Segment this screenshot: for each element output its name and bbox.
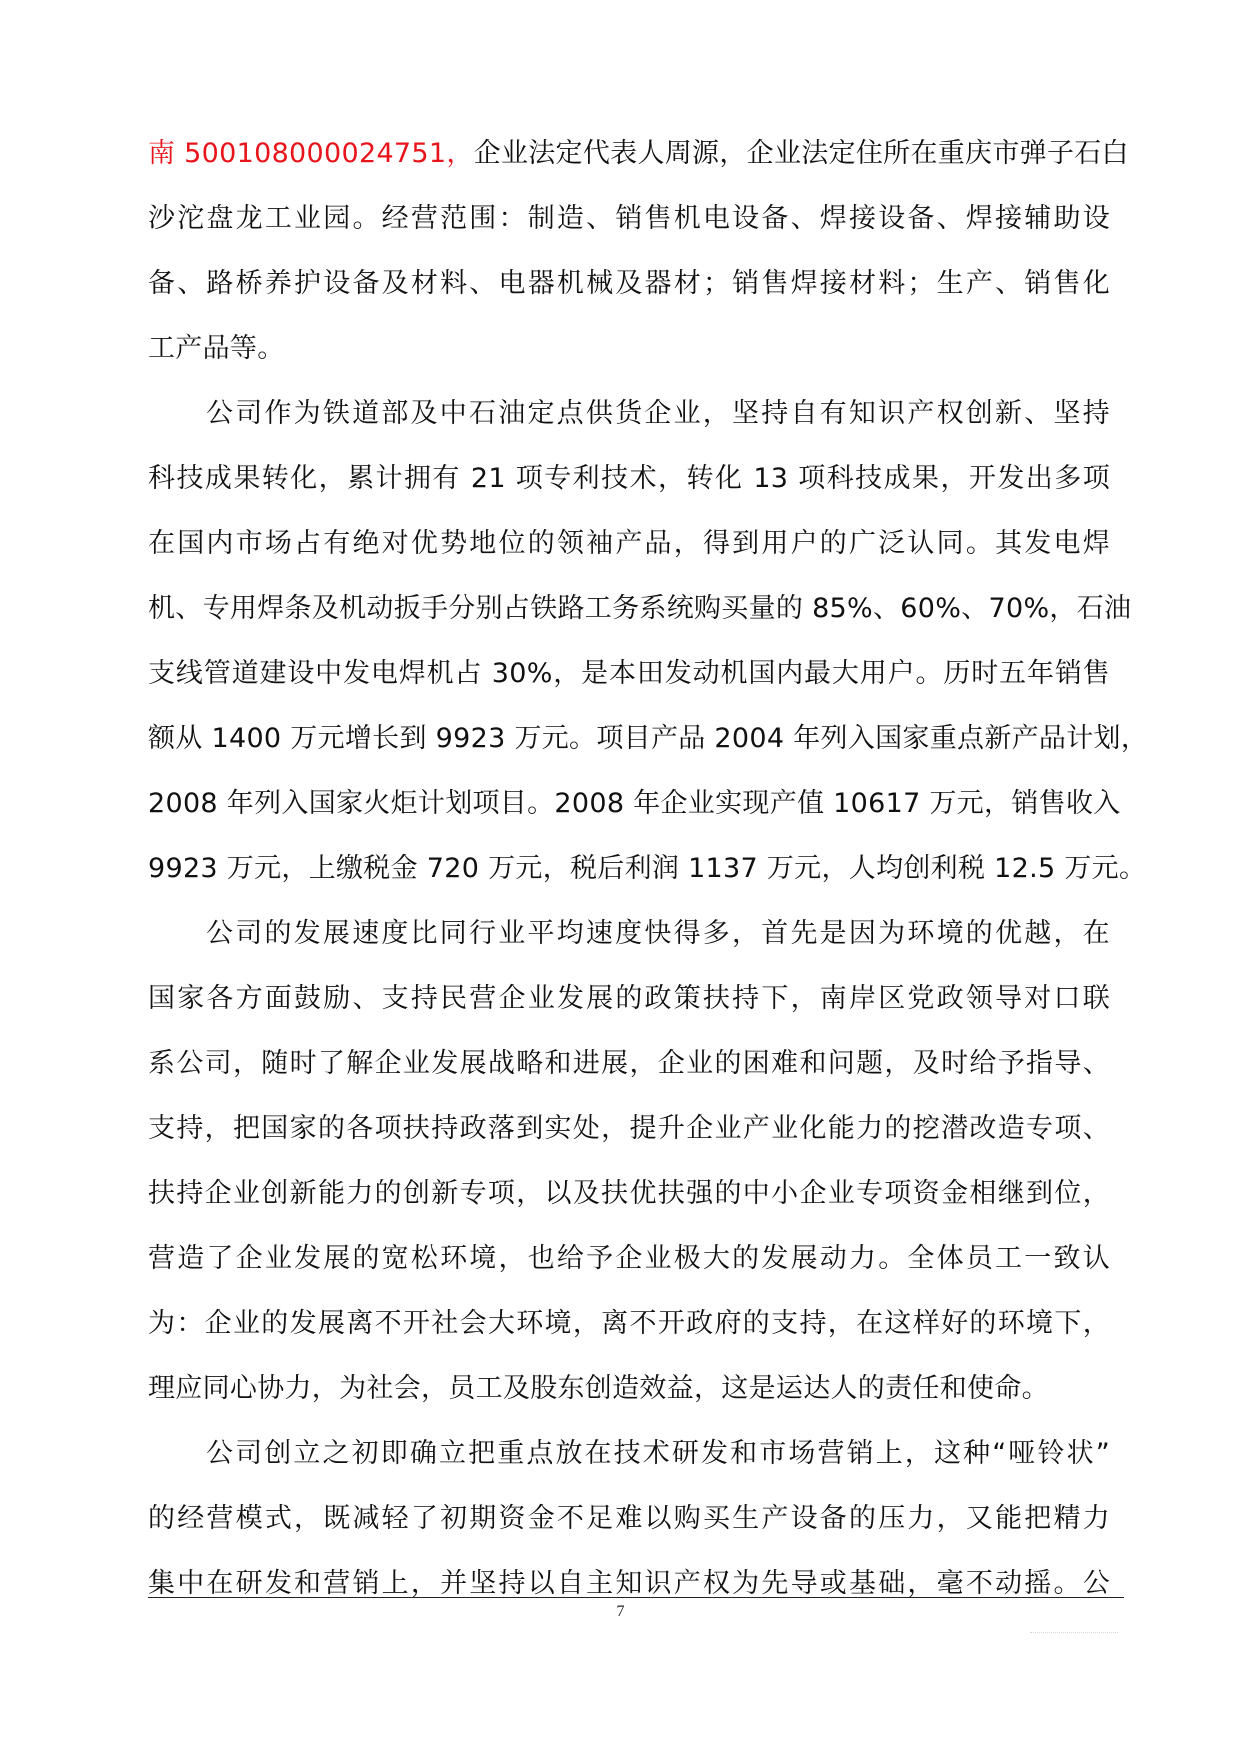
faint-footer-mark: [1030, 1632, 1118, 1637]
paragraph-2-line-1: 公司作为铁道部及中石油定点供货企业，坚持自有知识产权创新、坚持: [206, 398, 1110, 429]
paragraph-2-line-5: 支线管道建设中发电焊机占 30%，是本田发动机国内最大用户。历时五年销售: [148, 658, 1110, 689]
paragraph-3-line-5: 扶持企业创新能力的创新专项，以及扶优扶强的中小企业专项资金相继到位，: [148, 1178, 1110, 1209]
paragraph-1-line-4: 工产品等。: [148, 333, 285, 364]
paragraph-2-line-4: 机、专用焊条及机动扳手分别占铁路工务系统购买量的 85%、60%、70%，石油: [148, 593, 1132, 624]
paragraph-3-line-6: 营造了企业发展的宽松环境，也给予企业极大的发展动力。全体员工一致认: [148, 1243, 1110, 1274]
paragraph-3-line-3: 系公司，随时了解企业发展战略和进展，企业的困难和问题，及时给予指导、: [148, 1048, 1110, 1079]
paragraph-1-line-1: [148, 121, 1129, 186]
paragraph-4-line-1: 公司创立之初即确立把重点放在技术研发和市场营销上，这种“哑铃状”: [206, 1438, 1110, 1469]
paragraph-4-line-2: 的经营模式，既减轻了初期资金不足难以购买生产设备的压力，又能把精力: [148, 1503, 1110, 1534]
paragraph-2-line-7: 2008 年列入国家火炬计划项目。2008 年企业实现产值 10617 万元，销售收入: [148, 788, 1121, 819]
paragraph-2-line-2: 科技成果转化，累计拥有 21 项专利技术，转化 13 项科技成果，开发出多项: [148, 463, 1110, 494]
paragraph-3-line-8: 理应同心协力，为社会，员工及股东创造效益，这是运达人的责任和使命。: [148, 1373, 1049, 1404]
registration-number-highlight: 南 500108000024751，: [148, 138, 474, 169]
paragraph-2-line-6: 额从 1400 万元增长到 9923 万元。项目产品 2004 年列入国家重点新产品计划，: [148, 723, 1149, 754]
footer-divider: [148, 1597, 1124, 1598]
paragraph-2-line-3: 在国内市场占有绝对优势地位的领袖产品，得到用户的广泛认同。其发电焊: [148, 528, 1110, 559]
paragraph-1-line-2: 沙沱盘龙工业园。经营范围：制造、销售机电设备、焊接设备、焊接辅助设: [148, 203, 1110, 234]
paragraph-3-line-1: 公司的发展速度比同行业平均速度快得多，首先是因为环境的优越，在: [206, 918, 1110, 949]
page-number: 7: [616, 1603, 625, 1620]
paragraph-3-line-7: 为：企业的发展离不开社会大环境，离不开政府的支持，在这样好的环境下，: [148, 1308, 1110, 1339]
paragraph-3-line-4: 支持，把国家的各项扶持政落到实处，提升企业产业化能力的挖潜改造专项、: [148, 1113, 1110, 1144]
paragraph-4-line-3: 集中在研发和营销上，并坚持以自主知识产权为先导或基础，毫不动摇。公: [148, 1568, 1110, 1599]
paragraph-2-line-8: 9923 万元，上缴税金 720 万元，税后利润 1137 万元，人均创利税 12.5 万元。: [148, 853, 1147, 884]
paragraph-3-line-2: 国家各方面鼓励、支持民营企业发展的政策扶持下，南岸区党政领导对口联: [148, 983, 1110, 1014]
paragraph-1-line-1-text: 企业法定代表人周源，企业法定住所在重庆市弹子石白: [473, 138, 1129, 169]
paragraph-1-line-3: 备、路桥养护设备及材料、电器机械及器材；销售焊接材料；生产、销售化: [148, 268, 1110, 299]
body-text: [148, 121, 1149, 1616]
